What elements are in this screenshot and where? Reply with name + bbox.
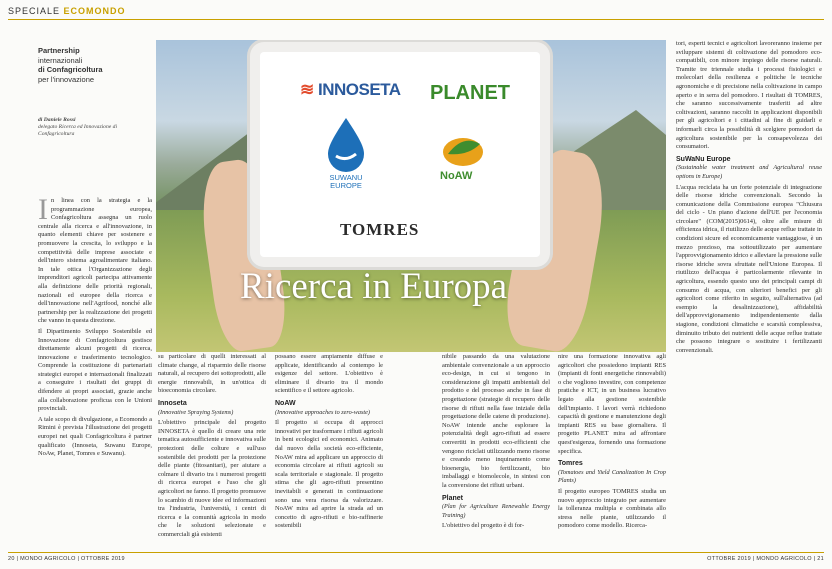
column-5 [558, 353, 666, 553]
noaw-heading: NoAW [275, 399, 296, 407]
kicker-line-1: Partnership [38, 46, 80, 55]
suwanu-text: SUWANU [329, 173, 363, 182]
tablet [250, 42, 550, 267]
footer-right: OTTOBRE 2019 | MONDO AGRICOLO | 21 [707, 556, 824, 562]
header-rule [8, 19, 824, 20]
noaw-leaf-icon [438, 130, 488, 170]
innoseta-mark-icon: ≋ [300, 80, 314, 99]
column-1-para-2: Il Dipartimento Sviluppo Sostenibile ed Innovazione di Confagricoltura gestisce direttamente alcuni progetti di ricerca, innovazione e trasferimento tecnologico. Comprende la costituzione di partenariati strategici europei e internazionali finalizzati a conseguire i risultati dei gruppi di difendere ai propri associati, grazie anche alla collaborazione proficua con le Unioni provinciali. [38, 327, 152, 413]
suwanu-body: L'acqua reciclata ha un forte potenziale di integrazione delle risorse idriche convenzionali. Secondo la comunicazione della Commissione europea "Chiusura del ciclo - Un piano d'azione dell'UE per l'economia circolare" (COM(2015)0614), oltre alle misure di efficienza idrica, il riutilizzo delle acque reflue trattate in condizioni sicure ed economicamente vantaggiose, è un mezzo prezioso, ma sottoutilizzato per aumentare l'approvvigionamento idrico e alleviare la pressione sulle risorse idriche sovra sfruttate nell'Unione Europea. Il riutilizzo dell'acqua è particolarmente rilevante in agricoltura, essendo questo uno dei principali campi di consumo di acqua, con ulteriori benefici per gli agricoltori come riferito in seguito, sull'alternativa (ad esempio la desalinizzazione), affidabilità dell'approvvigionamento indipendentemente dalla stagione, condizioni climatiche e scarsità complessiva, diminuito tributo dei nutrienti delle acque reflue trattate che possono integrare o sostituire i fertilizzanti convenzionali. [676, 183, 822, 354]
page-number-right: 21 [817, 556, 824, 562]
column-4 [442, 353, 550, 553]
section-label: SPECIALE [8, 6, 61, 16]
column-6 [676, 40, 822, 552]
column-4-text: nibile passando da una valutazione ambientale convenzionale a un approccio eco-design, in cui si tengono in considerazione gli impatti ambientali del prodotto e del processo anche in fase di progettazione (strategie di recupero delle risorse di rifiuti nella fase iniziale della progettazione delle catene di produzione). NoAW intende anche esplorare la potenzialità degli agro-rifiuti ad essere convertiti in prodotti eco-efficienti che vengono riciclati utilizzando meno risorse e creando meno inquinamento come bioenergia, bio fertilizzanti, bio imballaggi e biomolecole, in sintesi con la conversione dei rifiuti urbani. [442, 353, 550, 489]
page-number-left: 20 [8, 556, 15, 562]
suwanu-sub: EUROPE [330, 181, 362, 190]
innoseta-text: INNOSETA [317, 80, 401, 99]
innoseta-logo [300, 80, 401, 100]
tomres-subtitle: (Tomatoes and Yield Canalization In Crop Plants) [558, 468, 666, 485]
kicker-line-4: per l'innovazione [38, 74, 95, 84]
innoseta-subtitle: (Innovative Spraying Systems) [158, 408, 234, 416]
magazine-name-right: MONDO AGRICOLO [756, 556, 812, 562]
issue-date-right: OTTOBRE 2019 [707, 556, 751, 562]
tomres-heading: Tomres [558, 460, 583, 468]
footer-rule [8, 552, 824, 553]
footer-left: 20 | MONDO AGRICOLO | OTTOBRE 2019 [8, 556, 125, 562]
byline-name: di Daniele Rossi [38, 117, 76, 123]
column-6-text: tori, esperti tecnici e agricoltori lavoreranno insieme per sviluppare sistemi di coltivazione del pomodoro eco-compatibili, con minore impiego delle risorse naturali. Tramite tre triennale studia i processi fisiologici e molecolari della resilienza e politiche le tecniche agronomiche e di precisione nella coltivazione in campo aperto e in serra del pomodoro. I risultati di TOMRES, che saranno successivamente trasferiti ad altre coltivazioni, saranno raccolti in applicazioni disponibili per gli agricoltori e i cittadini al fine di guidarli e informarli circa la possibilità di scelgiere pomodori da agricoltura sostenibile per la consapevolezza dei consumatori. [676, 40, 822, 151]
planet-body: L'obiettivo del progetto è di for- [442, 522, 525, 530]
column-1-text: n linea con la strategia e la programmazione europea, Confagricoltura assegna un ruolo centrale alla ricerca e all'innovazione, in quanto elementi chiave per sostenere e promuovere la crescita, lo sviluppo e la competitività delle imprese associate e dell'intero sistema agroalimentare italiano. In tale ottica l'Organizzazione degli imprenditori agricoli partecipa attivamente alla definizione delle priorità regionali, nazionali ed europee della ricerca e dell'innovazione nell'Agrifood, nonché alle partnership per la realizzazione dei progetti che vanno in questa direzione. [38, 197, 152, 325]
byline-role: delegato Ricerca ed Innovazione di Confagricoltura [38, 124, 118, 137]
suwanu-logo [310, 174, 382, 190]
suwanu-drop-icon [324, 116, 368, 172]
column-1 [38, 197, 152, 552]
drop-cap: I [38, 197, 48, 226]
column-3-text: possano essere ampiamente diffuse e applicate, identificando al contempo le esigenze del settore. L'obiettivo è eliminare il divario tra il mondo scientifico e il settore agricolo. [275, 353, 383, 395]
column-3 [275, 353, 383, 553]
section-topic: ECOMONDO [63, 6, 126, 16]
tomres-logo: TOMRES [340, 220, 420, 239]
intro-kicker [38, 46, 156, 84]
noaw-body: Il progetto si occupa di approcci innovativi per trasformare i rifiuti agricoli in beni ecologici ed economici. Animato dal nuovo della società eco-efficiente, NoAW mira ad applicare un approccio di economia circolare ai rifiuti agricoli su scala territoriale e stagionale. Il progetto stima che gli agro-rifiuti presentino inevitabili e generati in continuazione sono una vera risorsa da valorizzare. NoAW mira ad aprire la strada ad un concetto di agro-rifiuti e bio-raffinerie sostenibili [275, 419, 383, 530]
article-title: Ricerca in Europa [240, 266, 508, 307]
section-header [8, 6, 126, 16]
noaw-subtitle: (Innovative approaches to zero-waste) [275, 408, 370, 416]
suwanu-heading: SuWaNu Europe [676, 155, 731, 163]
innoseta-heading: Innoseta [158, 399, 187, 407]
issue-date-left: OTTOBRE 2019 [81, 556, 125, 562]
byline [38, 117, 150, 138]
column-2 [158, 353, 266, 553]
kicker-line-2: internazionali [38, 55, 83, 65]
kicker-line-3: di Confagricoltura [38, 65, 103, 74]
column-1-para-3: A tale scopo di divulgazione, a Ecomondo a Rimini è prevista l'illustrazione dei progetti europei nei quali Confagricoltura è partner qualificato (Innoseta, Suwanu Europe, NoAw, Planet, Tomres e Suwanu). [38, 415, 152, 458]
column-2-text: su particolare di quelli interessati al climate change, al risparmio delle risorse naturali, al recupero dei sottoprodotti, alle energie rinnovabili, in un'ottica di bioeconomia circolare. [158, 353, 266, 395]
planet-logo: PLANET [430, 82, 510, 104]
tablet-screen [260, 52, 540, 257]
noaw-logo: NoAW [440, 170, 473, 182]
column-5-text: nire una formazione innovativa agli agricoltori che possiedono impianti RES (impianti di fonti energetiche rinnovabili) o che vogliono investire, con competenze pratiche e ICT, in un business lucrativo legato alla gestione sostenibile dell'impianto. I lavori verrà richiedono capacità di gestione e manutenzione degli impianti RES su base giornaliera. Il progetto PLANET mira ad affrontare quest'esigenza, fornendo una formazione specifica. [558, 353, 666, 455]
tomres-body: Il progetto europeo TOMRES studia un nuovo approccio integrato per aumentare la tolleranza multipla e combinata allo stress nelle piante, utilizzando il pomodoro come modello. Ricerca- [558, 487, 666, 530]
planet-heading: Planet [442, 494, 464, 502]
innoseta-body: L'obiettivo principale del progetto INNOSETA è quello di creare una rete tematica autosufficiente e innovativa sulle protezioni delle colture e sull'uso sostenibile dei prodotti per la protezione delle piante (fitosanitari), per aiutare a colmare il divario tra i numerosi progetti di ricerca europei e l'uso che gli agricoltori ne fanno. Il progetto promuove lo scambio di nuove idee ed informazioni tra l'industria, l'università, i centri di ricerca e la comunità agricola in modo che le soluzioni selezionate e commerciali già esistenti [158, 419, 266, 538]
planet-subtitle: (Plan for Agriculture Renewable Energy Training) [442, 503, 550, 519]
magazine-name-left: MONDO AGRICOLO [20, 556, 76, 562]
suwanu-subtitle: (Sustainable water treatment and Agricultural reuse options in Europe) [676, 164, 822, 180]
